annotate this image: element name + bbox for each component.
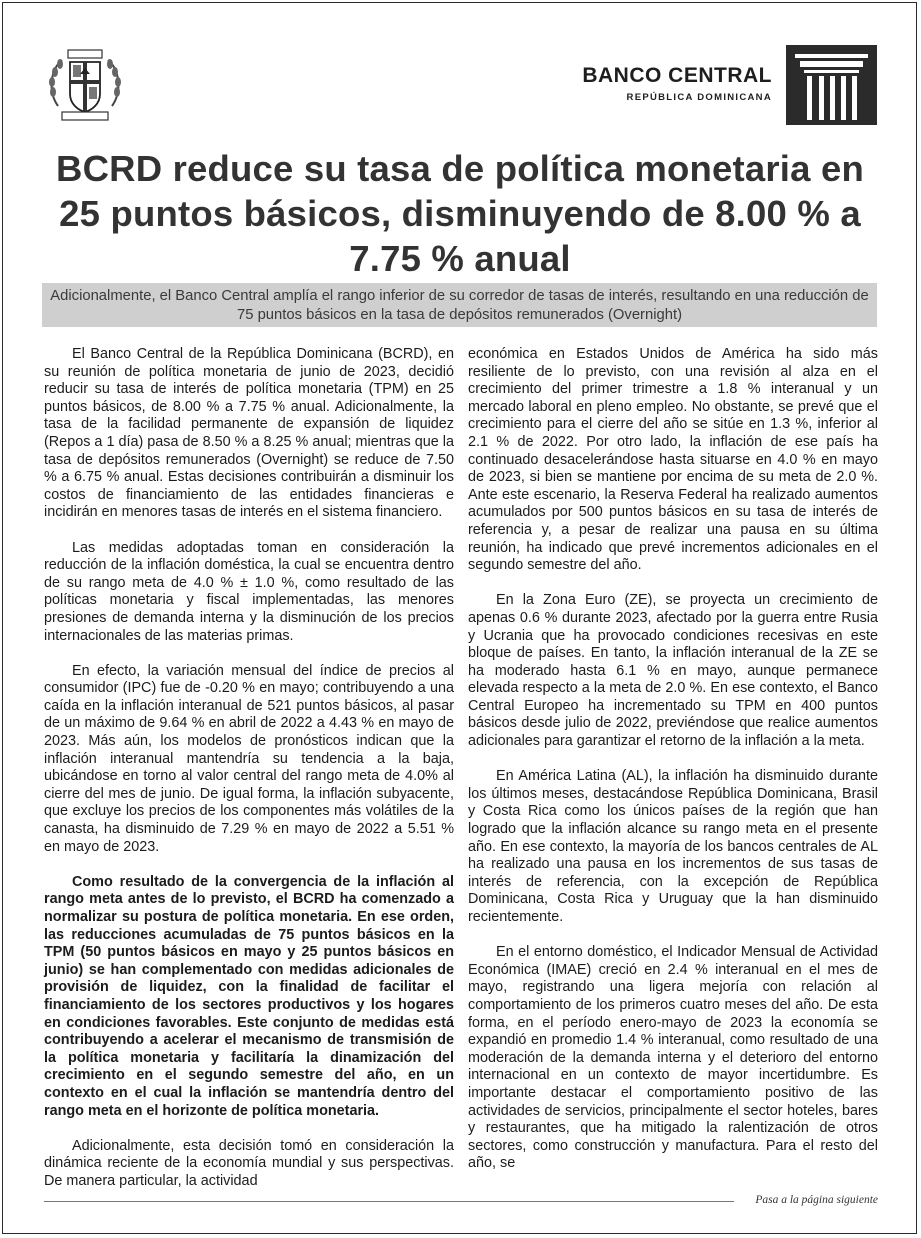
paragraph: En el entorno doméstico, el Indicador Mensual de Actividad Económica (IMAE) creció en 2.4 % interanual en el mes de mayo, registrando una ligera mejoría con relación al comportamiento de los primeros cuatro meses del año. De esta forma, en el período enero-mayo de 2023 la economía se expandió en promedio 1.4 % interanual, como resultado de una moderación de la demanda interna y el deterioro del entorno internacional en un contexto de mayor incertidumbre. Es importante destacar el comportamiento positivo de las actividades de servicios, principalmente el sector hoteles, bares y restaurantes, que ha mitigado la ralentización de otros sectores, como construcción y manufactura. Para el resto del año, se [468,944,878,1172]
brand-name: BANCO CENTRAL [582,64,772,87]
banco-central-logo [786,45,877,125]
paragraph: En efecto, la variación mensual del índice de precios al consumidor (IPC) fue de -0.20 % en mayo; contribuyendo a una caída en la inflación interanual de 521 puntos básicos, al pasar de un máximo de 9.64 % en abril de 2022 a 4.43 % en mayo de 2023. Más aún, los modelos de pronósticos indican que la inflación interanual mantendría su tendencia a la baja, ubicándose en torno al valor central del rango meta de 4.0% al cierre del mes de junio. De igual forma, la inflación subyacente, que excluye los precios de los componentes más volátiles de la canasta, ha disminuido de 7.29 % en mayo de 2022 a 5.51 % en mayo de 2023. [44,662,454,855]
paragraph-bold: Como resultado de la convergencia de la inflación al rango meta antes de lo previsto, el BCRD ha comenzado a normalizar su postura de política monetaria. En ese orden, las reducciones acumuladas de 75 puntos básicos en la TPM (50 puntos básicos en mayo y 25 puntos básicos en junio) se han complementado con medidas adicionales de provisión de liquidez, con la finalidad de facilitar el financiamiento de los sectores productivos y los hogares en condiciones favorables. Este conjunto de medidas está contribuyendo a acelerar el mecanismo de transmisión de la política monetaria y facilitaría la dinamización del crecimiento en el segundo semestre del año, en un contexto en el cual la inflación se mantendría dentro del rango meta en el horizonte de política monetaria. [44,873,454,1119]
footer-rule [44,1201,734,1202]
paragraph: En América Latina (AL), la inflación ha disminuido durante los últimos meses, destacándose República Dominicana, Brasil y Costa Rica como los únicos países de la región que han logrado que la inflación alcance su rango meta en el presente año. En ese contexto, la mayoría de los bancos centrales de AL ha realizado una pausa en los incrementos de sus tasas de interés de referencia, con la excepción de República Dominicana, Costa Rica y Uruguay que la han disminuido recientemente. [468,768,878,925]
subheadline-banner: Adicionalmente, el Banco Central amplía el rango inferior de su corredor de tasas de interés, resultando en una reducción de 75 puntos básicos en la tasa de depósitos remunerados (Overnight) [42,283,877,327]
continue-note: Pasa a la página siguiente [755,1194,878,1206]
paragraph: En la Zona Euro (ZE), se proyecta un crecimiento de apenas 0.6 % durante 2023, afectado por la guerra entre Rusia y Ucrania que ha provocado condiciones recesivas en este bloque de países. En tanto, la inflación interanual de la ZE se ha moderado hasta 6.1 % en mayo, aunque permanece elevada respecto a la meta de 2.0 %. En ese contexto, el Banco Central Europeo ha incrementado su TPM en 400 puntos básicos desde julio de 2022, previéndose que realice aumentos adicionales para garantizar el retorno de la inflación a la meta. [468,592,878,750]
paragraph: Las medidas adoptadas toman en consideración la reducción de la inflación doméstica, la cual se encuentra dentro de su rango meta de 4.0 % ± 1.0 %, como resultado de las políticas monetaria y fiscal implementadas, las menores presiones de demanda interna y la disminución de los precios internacionales de las materias primas. [44,539,454,644]
paragraph: El Banco Central de la República Dominicana (BCRD), en su reunión de política monetaria de junio de 2023, decidió reducir su tasa de interés de política monetaria (TPM) en 25 puntos básicos, de 8.00 % a 7.75 % anual. Adicionalmente, la tasa de la facilidad permanente de expansión de liquidez (Repos a 1 día) pasa de 8.50 % a 8.25 % anual; mientras que la tasa de depósitos remunerados (Overnight) se reduce de 7.50 % a 6.75 % anual. Estas decisiones contribuirán a disminuir los costos de financiamiento de las entidades financieras e incidirán en menores tasas de interés en el sistema financiero. [44,346,454,521]
left-column [44,346,454,1208]
brand-subtitle: REPÚBLICA DOMINICANA [626,92,772,103]
paragraph-continued: económica en Estados Unidos de América ha sido más resiliente de lo previsto, con una revisión al alza en el crecimiento del primer trimestre a 1.8 % interanual y un mercado laboral en pleno empleo. No obstante, se prevé que el crecimiento para el cierre del año se sitúe en 1.3 %, inferior al 2.1 % de 2022. Por otro lado, la inflación de ese país ha continuado desacelerándose hasta situarse en 4.0 % en mayo de 2023, si bien se mantiene por encima de su meta de 2.0 %. Ante este escenario, la Reserva Federal ha realizado aumentos acumulados por 500 puntos básicos en su tasa de interés de referencia y, a pesar de realizar una pausa en su última reunión, ha indicado que prevé incrementos adicionales en el segundo semestre del año. [468,346,878,574]
right-column [468,346,878,1191]
headline: BCRD reduce su tasa de política monetaria en 25 puntos básicos, disminuyendo de 8.00 % a 7.75 % anual [56,148,864,279]
bank-brand [560,64,772,103]
paragraph: Adicionalmente, esta decisión tomó en consideración la dinámica reciente de la economía mundial y sus perspectivas. De manera particular, la actividad [44,1137,454,1189]
coat-of-arms-seal [44,44,126,126]
